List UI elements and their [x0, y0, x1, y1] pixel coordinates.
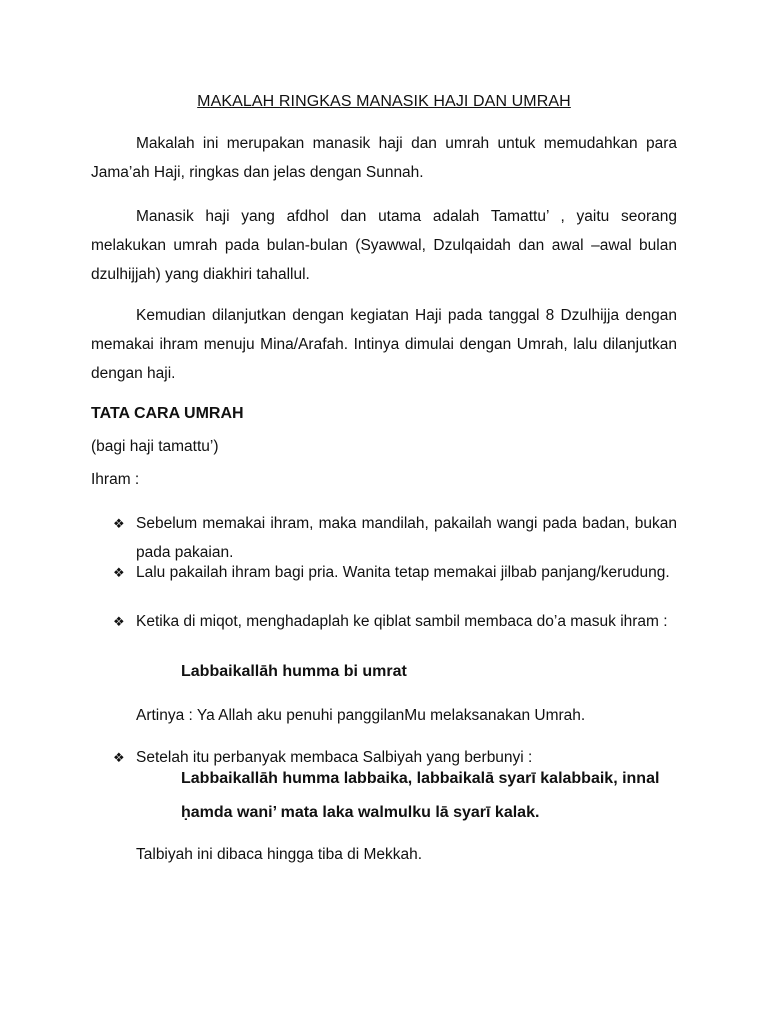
- list-item-text: Ketika di miqot, menghadaplah ke qiblat sambil membaca do’a masuk ihram :: [136, 613, 668, 630]
- section-subtitle: (bagi haji tamattu’): [91, 438, 219, 455]
- talbiyah-note: Talbiyah ini dibaca hingga tiba di Mekkah.: [136, 846, 423, 863]
- talbiyah-line-1: Labbaikallāh humma labbaika, labbaikalā syarī kalabbaik, innal: [181, 770, 660, 787]
- talbiyah-line-2: ḥamda wani’ mata laka walmulku lā syarī kalak.: [181, 804, 540, 821]
- list-item: [113, 607, 677, 636]
- document-title: MAKALAH RINGKAS MANASIK HAJI DAN UMRAH: [197, 93, 571, 110]
- diamond-bullet-icon: ❖: [113, 750, 125, 765]
- paragraph-tamattu: Manasik haji yang afdhol dan utama adalah Tamattu’ , yaitu seorang melakukan umrah pada bulan-bulan (Syawwal, Dzulqaidah dan awal –awal bulan dzulhijjah) yang diakhiri tahallul.: [91, 208, 677, 283]
- dua-umrah: Labbaikallāh humma bi umrat: [181, 663, 407, 680]
- artinya-text: Artinya : Ya Allah aku penuhi panggilanMu melaksanakan Umrah.: [136, 707, 586, 724]
- diamond-bullet-icon: ❖: [113, 614, 125, 629]
- ihram-label: Ihram :: [91, 471, 140, 488]
- diamond-bullet-icon: ❖: [113, 565, 125, 580]
- list-item-text: Lalu pakailah ihram bagi pria. Wanita tetap memakai jilbab panjang/kerudung.: [136, 564, 670, 581]
- diamond-bullet-icon: ❖: [113, 516, 125, 531]
- section-heading: TATA CARA UMRAH: [91, 405, 244, 422]
- list-item: [113, 558, 677, 587]
- paragraph-intro: Makalah ini merupakan manasik haji dan umrah untuk memudahkan para Jama’ah Haji, ringkas dan jelas dengan Sunnah.: [91, 135, 677, 181]
- paragraph-haji: Kemudian dilanjutkan dengan kegiatan Haji pada tanggal 8 Dzulhijja dengan memakai ihram menuju Mina/Arafah. Intinya dimulai dengan Umrah, lalu dilanjutkan dengan haji.: [91, 307, 677, 382]
- list-item-text: Setelah itu perbanyak membaca Salbiyah yang berbunyi :: [136, 749, 533, 766]
- list-item-text: Sebelum memakai ihram, maka mandilah, pakailah wangi pada badan, bukan pada pakaian.: [136, 515, 677, 561]
